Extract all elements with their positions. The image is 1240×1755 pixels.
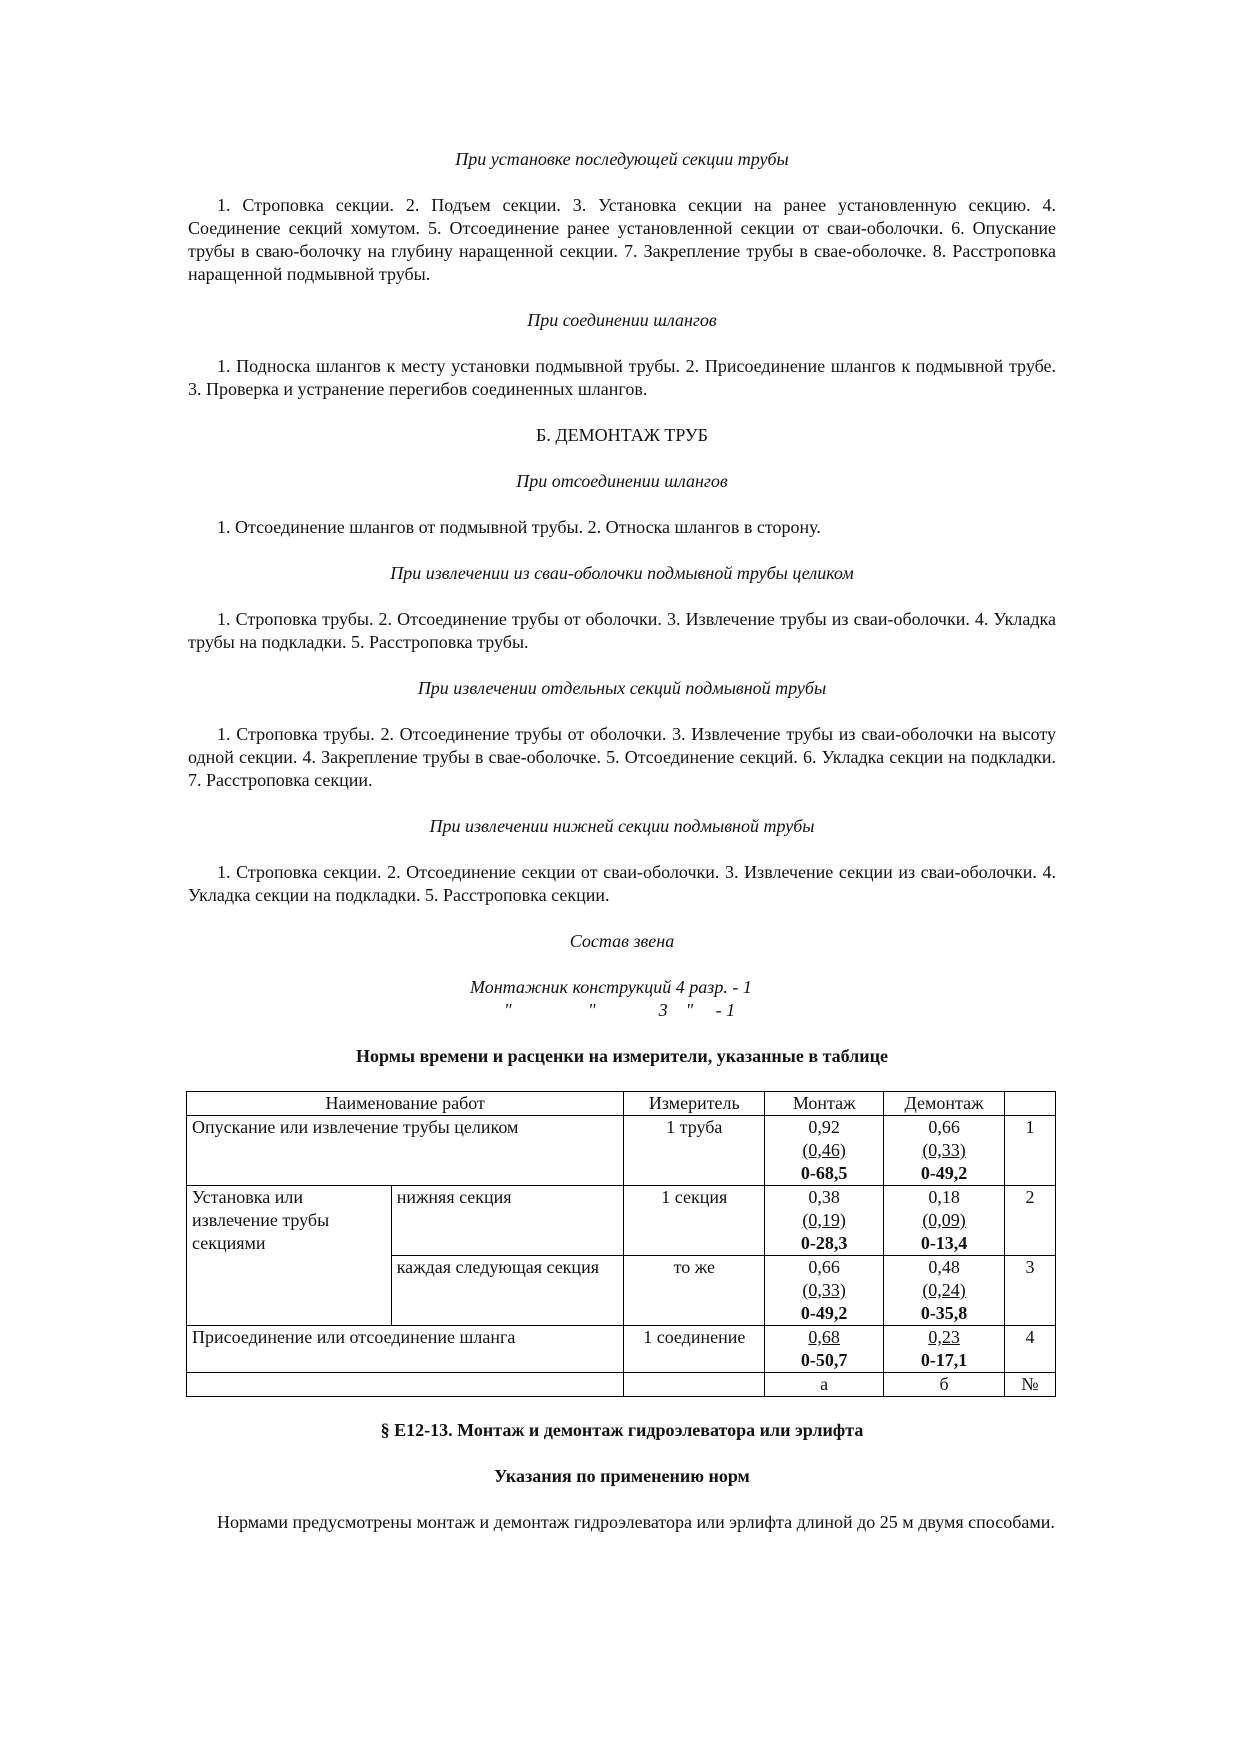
part-heading: Б. ДЕМОНТАЖ ТРУБ bbox=[536, 425, 708, 445]
machine-time: (0,09) bbox=[922, 1210, 966, 1230]
table-footer-row bbox=[187, 1373, 1056, 1397]
time-norm: 0,66 bbox=[928, 1117, 960, 1137]
time-norm: 0,68 bbox=[808, 1327, 840, 1347]
row-number: 4 bbox=[1005, 1326, 1056, 1373]
time-norm: 0,18 bbox=[928, 1187, 960, 1207]
work-name-cell: Присоединение или отсоединение шланга bbox=[187, 1326, 624, 1373]
section-heading: При установке последующей секции трубы bbox=[455, 149, 789, 169]
time-norm: 0,38 bbox=[808, 1187, 840, 1207]
time-norm: 0,48 bbox=[928, 1257, 960, 1277]
rate: 0-50,7 bbox=[800, 1350, 848, 1370]
dismount-cell bbox=[884, 1116, 1005, 1186]
section-subtitle: Указания по применению норм bbox=[494, 1466, 750, 1486]
machine-time: (0,19) bbox=[802, 1210, 846, 1230]
table-row bbox=[187, 1326, 1056, 1373]
crew-heading: Состав звена bbox=[569, 931, 675, 951]
mount-cell bbox=[765, 1326, 884, 1373]
unit-cell: 1 труба bbox=[624, 1116, 765, 1186]
section-paragraph: 1. Строповка трубы. 2. Отсоединение трубы от оболочки. 3. Извлечение трубы из сваи-оболочки на высоту одной секции. 4. Закрепление трубы в свае-оболочке. 5. Отсоединение секций. 6. Укладка секции на подкладки. 7. Расстроповка секции. bbox=[188, 724, 1056, 790]
footer-cell: № bbox=[1005, 1373, 1056, 1397]
section-heading: При отсоединении шлангов bbox=[516, 471, 728, 491]
dismount-cell bbox=[884, 1256, 1005, 1326]
work-name-cell: Опускание или извлечение трубы целиком bbox=[187, 1116, 624, 1186]
time-norm: 0,92 bbox=[808, 1117, 840, 1137]
machine-time: (0,33) bbox=[802, 1280, 846, 1300]
crew-line: Монтажник конструкций 4 разр. - 1 bbox=[470, 977, 752, 997]
header-cell: Измеритель bbox=[624, 1092, 765, 1116]
machine-time: (0,46) bbox=[802, 1140, 846, 1160]
rate: 0-49,2 bbox=[920, 1163, 968, 1183]
mount-cell bbox=[765, 1186, 884, 1256]
dismount-cell bbox=[884, 1186, 1005, 1256]
table-row bbox=[187, 1116, 1056, 1186]
group-name-cell: Установка или извлечение трубы секциями bbox=[187, 1186, 392, 1326]
header-cell: Наименование работ bbox=[187, 1092, 624, 1116]
section-paragraph: 1. Строповка трубы. 2. Отсоединение трубы от оболочки. 3. Извлечение трубы из сваи-оболочки. 4. Укладка трубы на подкладки. 5. Расстроповка трубы. bbox=[188, 609, 1056, 652]
machine-time: (0,33) bbox=[922, 1140, 966, 1160]
rate: 0-35,8 bbox=[920, 1303, 968, 1323]
header-cell bbox=[1005, 1092, 1056, 1116]
header-cell: Монтаж bbox=[765, 1092, 884, 1116]
norms-table bbox=[186, 1091, 1056, 1397]
time-norm: 0,23 bbox=[928, 1327, 960, 1347]
machine-time: (0,24) bbox=[922, 1280, 966, 1300]
mount-cell bbox=[765, 1116, 884, 1186]
section-paragraph: 1. Строповка секции. 2. Отсоединение секции от сваи-оболочки. 3. Извлечение секции из сваи-оболочки. 4. Укладка секции на подкладки. 5. Расстроповка секции. bbox=[188, 862, 1056, 905]
work-name-cell: каждая следующая секция bbox=[391, 1256, 624, 1326]
mount-cell bbox=[765, 1256, 884, 1326]
section-paragraph: 1. Отсоединение шлангов от подмывной трубы. 2. Относка шлангов в сторону. bbox=[217, 517, 821, 537]
section-title: § Е12-13. Монтаж и демонтаж гидроэлеватора или эрлифта bbox=[380, 1420, 864, 1440]
section-paragraph: 1. Строповка секции. 2. Подъем секции. 3. Установка секции на ранее установленную секцию. 4. Соединение секций хомутом. 5. Отсоединение ранее установленной секции от сваи-оболочки. 6. Опускание трубы в сваю-болочку на глубину наращенной секции. 7. Закрепление трубы в свае-оболочке. 8. Расстроповка наращенной подмывной трубы. bbox=[188, 195, 1056, 284]
row-number: 3 bbox=[1005, 1256, 1056, 1326]
table-header-row bbox=[187, 1092, 1056, 1116]
table-title: Нормы времени и расценки на измерители, указанные в таблице bbox=[355, 1046, 889, 1066]
footer-cell bbox=[624, 1373, 765, 1397]
section-heading: При извлечении из сваи-оболочки подмывной трубы целиком bbox=[390, 563, 854, 583]
crew-composition bbox=[188, 976, 1056, 1022]
section-heading: При извлечении отдельных секций подмывной трубы bbox=[417, 678, 827, 698]
rate: 0-28,3 bbox=[800, 1233, 848, 1253]
table-row bbox=[187, 1186, 1056, 1256]
rate: 0-13,4 bbox=[920, 1233, 968, 1253]
dismount-cell bbox=[884, 1326, 1005, 1373]
header-cell: Демонтаж bbox=[884, 1092, 1005, 1116]
section-paragraph: Нормами предусмотрены монтаж и демонтаж гидроэлеватора или эрлифта длиной до 25 м двумя способами. bbox=[217, 1512, 1055, 1532]
unit-cell: то же bbox=[624, 1256, 765, 1326]
section-heading: При соединении шлангов bbox=[527, 310, 717, 330]
footer-cell bbox=[187, 1373, 624, 1397]
unit-cell: 1 соединение bbox=[624, 1326, 765, 1373]
row-number: 2 bbox=[1005, 1186, 1056, 1256]
footer-cell: а bbox=[765, 1373, 884, 1397]
rate: 0-17,1 bbox=[920, 1350, 968, 1370]
time-norm: 0,66 bbox=[808, 1257, 840, 1277]
crew-line: " " 3 " - 1 bbox=[504, 1000, 736, 1020]
work-name-cell: нижняя секция bbox=[391, 1186, 624, 1256]
row-number: 1 bbox=[1005, 1116, 1056, 1186]
rate: 0-49,2 bbox=[800, 1303, 848, 1323]
document-body bbox=[188, 148, 1056, 1557]
section-paragraph: 1. Подноска шлангов к месту установки подмывной трубы. 2. Присоединение шлангов к подмывной трубе. 3. Проверка и устранение перегибов соединенных шлангов. bbox=[188, 356, 1056, 399]
section-heading: При извлечении нижней секции подмывной трубы bbox=[429, 816, 815, 836]
rate: 0-68,5 bbox=[800, 1163, 848, 1183]
footer-cell: б bbox=[884, 1373, 1005, 1397]
unit-cell: 1 секция bbox=[624, 1186, 765, 1256]
